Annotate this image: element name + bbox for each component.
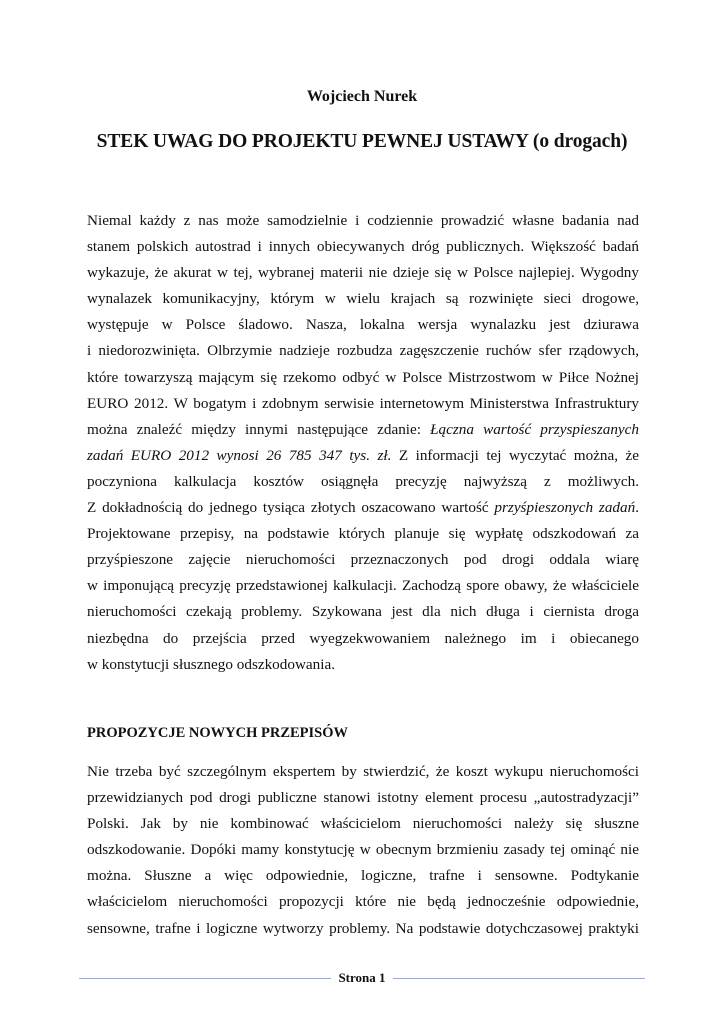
italic-text-run: zadań EURO 2012 wynosi 26 785 347 tys. zł. bbox=[87, 446, 392, 464]
author-name: Wojciech Nurek bbox=[306, 88, 418, 105]
text-line bbox=[87, 547, 639, 573]
text-run: niezbędna do przejścia przed wyegzekwowaniem należnego im i obiecanego bbox=[87, 629, 639, 647]
text-line bbox=[87, 260, 639, 286]
text-line bbox=[87, 391, 639, 417]
text-run: stanem polskich autostrad i innych obiecywanych dróg publicznych. Większość badań bbox=[87, 238, 639, 256]
text-line bbox=[87, 626, 639, 652]
text-run: można. Słuszne a więc odpowiednie, logiczne, trafne i sensowne. Podtykanie bbox=[87, 867, 639, 885]
text-line bbox=[87, 863, 639, 889]
text-line bbox=[87, 338, 639, 364]
text-run: Z dokładnością do jednego tysiąca złotych oszacowano wartość bbox=[87, 499, 495, 517]
page-number: Strona 1 bbox=[338, 970, 386, 985]
text-run: EURO 2012. W bogatym i zdobnym serwisie internetowym Ministerstwa Infrastruktury bbox=[87, 394, 639, 412]
text-run: przyśpieszone zajęcie nieruchomości przeznaczonych pod drogi oddala wiarę bbox=[87, 551, 639, 569]
text-run: występuje w Polsce śladowo. Nasza, lokalna wersja wynalazku jest dziurawa bbox=[87, 316, 639, 334]
text-line bbox=[87, 837, 639, 863]
text-line bbox=[87, 286, 639, 312]
text-line bbox=[87, 889, 639, 915]
document-title: STEK UWAG DO PROJEKTU PEWNEJ USTAWY (o drogach) bbox=[96, 131, 628, 152]
text-run: odszkodowanie. Dopóki mamy konstytucję w obecnym brzmieniu zasady tej ominąć nie bbox=[87, 841, 639, 859]
text-line bbox=[87, 916, 639, 942]
text-run: Nie trzeba być szczególnym ekspertem by stwierdzić, że koszt wykupu nieruchomości bbox=[87, 763, 639, 780]
text-run: sensowne, trafne i logiczne wytworzy problemy. Na podstawie dotychczasowej praktyki bbox=[87, 919, 639, 937]
intro-paragraph bbox=[87, 208, 639, 678]
text-run: wynalazek komunikacyjny, którym w wielu krajach są rozwinięte sieci drogowe, bbox=[87, 290, 639, 308]
text-line bbox=[87, 234, 639, 260]
text-line bbox=[87, 417, 639, 443]
text-line bbox=[87, 759, 639, 785]
text-run: Projektowane przepisy, na podstawie których planuje się wypłatę odszkodowań za bbox=[87, 525, 639, 543]
text-run: Polski. Jak by nie kombinować właścicielom nieruchomości należy się słuszne bbox=[87, 815, 639, 833]
text-run: nieruchomości czekają problemy. Szykowana jest dla nich długa i ciernista droga bbox=[87, 603, 639, 621]
text-run: wykazuje, że akurat w tej, wybranej materii nie dzieje się w Polsce najlepiej. Wygodny bbox=[87, 264, 639, 282]
text-run: w imponującą precyzję przedstawionej kalkulacji. Zachodzą spore obawy, że właściciele bbox=[87, 577, 639, 595]
text-line bbox=[87, 599, 639, 625]
text-run: . bbox=[635, 499, 639, 517]
text-line bbox=[87, 312, 639, 338]
text-run: przewidzianych pod drogi publiczne stanowi istotny element procesu „autostradyzacji” bbox=[87, 789, 639, 807]
footer-rule-left bbox=[79, 978, 331, 979]
italic-text-run: przyśpieszonych zadań bbox=[494, 499, 636, 517]
text-run: można znaleźć między innymi następujące zdanie: bbox=[87, 420, 431, 438]
text-run: które towarzyszą mającym się rzekomo odbyć w Polsce Mistrzostwom w Piłce Nożnej bbox=[87, 368, 639, 386]
text-line bbox=[87, 443, 639, 469]
text-run: Z informacji tej wyczytać można, że bbox=[391, 446, 639, 464]
text-run: Niemal każdy z nas może samodzielnie i codziennie prowadzić własne badania nad bbox=[87, 212, 639, 229]
text-line bbox=[87, 521, 639, 547]
italic-text-run: Łączna wartość przyspieszanych bbox=[430, 420, 639, 438]
text-run: poczyniona kalkulacja kosztów osiągnęła precyzję najwyższą z możliwych. bbox=[87, 472, 639, 490]
text-line bbox=[87, 785, 639, 811]
footer-rule-right bbox=[393, 978, 645, 979]
text-run: w konstytucji słusznego odszkodowania. bbox=[87, 655, 336, 673]
text-line bbox=[87, 365, 639, 391]
text-line bbox=[87, 652, 639, 678]
text-line bbox=[87, 573, 639, 599]
section-heading: PROPOZYCJE NOWYCH PRZEPISÓW bbox=[87, 725, 349, 741]
text-line bbox=[87, 208, 639, 234]
text-line bbox=[87, 811, 639, 837]
text-line bbox=[87, 495, 639, 521]
text-run: właścicielom nieruchomości propozycji które nie będą jednocześnie odpowiednie, bbox=[87, 893, 639, 911]
text-line bbox=[87, 469, 639, 495]
proposals-paragraph bbox=[87, 759, 639, 942]
text-run: i niedorozwinięta. Olbrzymie nadzieje rozbudza zagęszczenie ruchów sfer rządowych, bbox=[87, 342, 639, 360]
